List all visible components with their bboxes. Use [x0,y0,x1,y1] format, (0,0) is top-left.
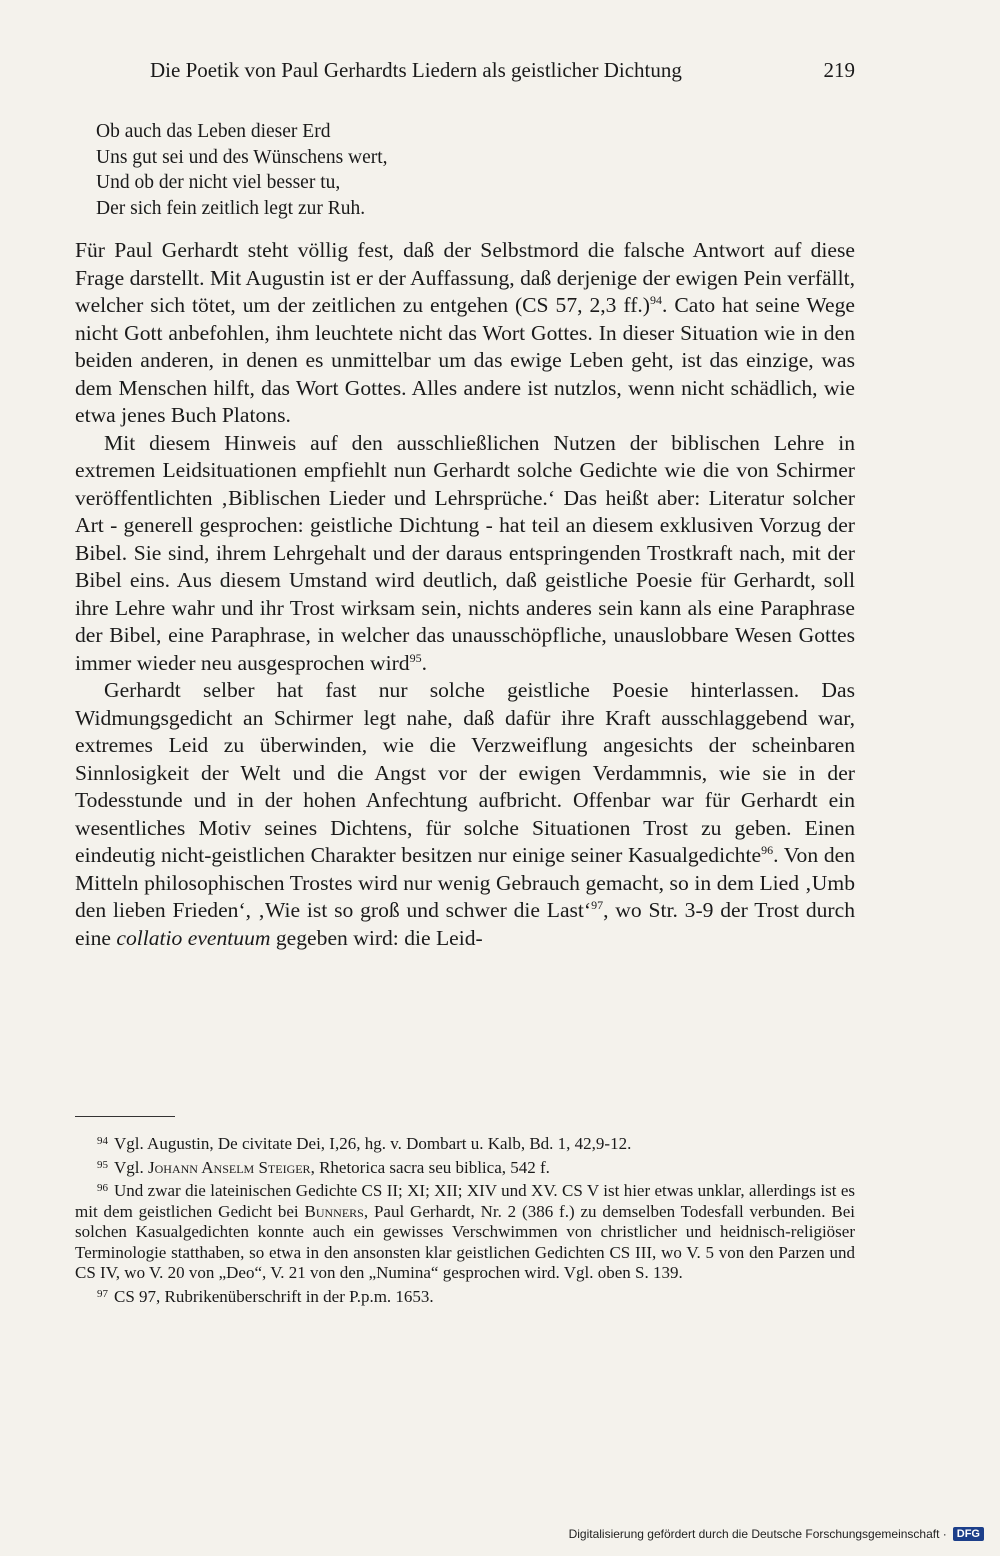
footnote-text: Vgl. [114,1157,148,1177]
paragraph-text: gegeben wird: die Leid- [270,925,483,950]
footnote-ref[interactable]: 96 [761,843,774,857]
paragraph-text: Für Paul Gerhardt steht völlig fest, daß der Selbstmord die falsche Antwort auf diese Frage darstellt. Mit Augustin ist er der Auffassung, daß derjenige der ewigen Pein verfällt, welcher sich tötet, um der zeitlichen zu entgehen (CS 57, 2,3 ff.) [75,238,855,317]
paragraph [75,677,855,952]
footnote-text: , Paul Gerhardt, Nr. 2 (386 f.) zu demselben Todesfall verbunden. Bei solchen Kasualgedichten konnte auch ein gewisses Verschwimmen von christlicher und heidnisch-religiöser Terminologie statthaben, so etwa in den ansonsten klar geistlichen Gedichten CS III, wo V. 5 von den Parzen und CS IV, wo V. 20 von „Deo“, V. 21 von den „Numina“ gesprochen wird. Vgl. oben S. 139. [75,1201,855,1282]
footnote-separator [75,1116,175,1117]
footnote-number: 96 [97,1182,108,1194]
author-name: Johann Anselm Steiger [148,1157,311,1177]
author-name: Bunners [304,1201,364,1221]
footnote-94 [75,1131,855,1155]
verse-line: Der sich fein zeitlich legt zur Ruh. [96,197,366,219]
footnote-95 [75,1155,855,1179]
paragraph-text: , wo Str. 3-9 der Trost durch eine [75,898,855,950]
footnote-text: Und zwar die lateinischen Gedichte CS II; XI; XII; XIV und XV. CS V ist hier etwas unklar, allerdings ist es mit dem geistlichen Gedicht bei [75,1181,855,1221]
footnote-96 [75,1178,855,1284]
italic-term: collatio eventuum [116,925,271,950]
verse-line: Uns gut sei und des Wünschens wert, [96,146,388,168]
footnote-text: Vgl. Augustin, De civitate Dei, I,26, hg. v. Dombart u. Kalb, Bd. 1, 42,9-12. [114,1134,632,1153]
footnote-number: 97 [97,1287,108,1300]
verse-quote [96,119,388,221]
paragraph-text: . Von den Mitteln philosophischen Trostes wird nur wenig Gebrauch gemacht, so in dem Lied ‚Umb den lieben Frieden‘, ‚Wie ist so groß und schwer die Last‘ [75,843,855,922]
footnote-number: 94 [97,1135,108,1147]
verse-line: Ob auch das Leben dieser Erd [96,121,331,142]
footnote-ref[interactable]: 97 [591,898,604,912]
footnote-ref[interactable]: 94 [650,293,662,307]
running-title: Die Poetik von Paul Gerhardts Liedern als geistlicher Dichtung [150,58,682,82]
footnotes [75,1131,855,1307]
body-text [75,237,855,952]
footnote-97 [75,1284,855,1308]
digitization-credit [569,1527,984,1541]
verse-line: Und ob der nicht viel besser tu, [96,172,341,193]
paragraph-text: Gerhardt selber hat fast nur solche geistliche Poesie hinterlassen. Das Widmungsgedicht an Schirmer legt nahe, daß dafür ihre Kraft ausschlaggebend war, extremes Leid zu überwinden, wie die Verzweiflung angesichts der scheinbaren Sinnlosigkeit der Welt und die Angst vor der ewigen Verdammnis, wie sie in der Todesstunde und in der hohen Anfechtung aufbricht. Offenbar war für Gerhardt ein wesentliches Motiv seines Dichtens, für solche Situationen Trost zu geben. Einen eindeutig nicht-geistlichen Charakter besitzen nur einige seiner Kasualgedichte [75,678,855,867]
dfg-logo: DFG [953,1527,984,1541]
footnote-text: CS 97, Rubrikenüberschrift in der P.p.m. 1653. [114,1286,434,1306]
page-number: 219 [823,58,855,82]
footnote-number: 95 [97,1158,108,1171]
paragraph-text: . [421,650,427,675]
paragraph-text: Mit diesem Hinweis auf den ausschließlichen Nutzen der biblischen Lehre in extremen Leidsituationen empfiehlt nun Gerhardt solche Gedichte wie die von Schirmer veröffentlichten ‚Biblischen Lieder und Lehrsprüche.‘ Das heißt aber: Literatur solcher Art - generell gesprochen: geistliche Dichtung - hat teil an diesem exklusiven Vorzug der Bibel. Sie sind, ihrem Lehrgehalt und der daraus entspringenden Trostkraft nach, mit der Bibel eins. Aus diesem Umstand wird deutlich, daß geistliche Poesie für Gerhardt, soll ihre Lehre wahr und ihr Trost wirksam sein, nichts anderes sein kann als eine Paraphrase der Bibel, eine Paraphrase, in welcher das unausschöpfliche, unauslobbare Wesen Gottes immer wieder neu ausgesprochen wird [75,430,855,675]
footnote-text: , Rhetorica sacra seu biblica, 542 f. [310,1157,550,1177]
footnote-ref[interactable]: 95 [409,650,422,665]
paragraph [75,430,855,678]
paragraph-text: . Cato hat seine Wege nicht Gott anbefohlen, ihm leuchtete nicht das Wort Gottes. In dieser Situation wie in den beiden anderen, in denen es unmittelbar um das ewige Leben geht, ist das einzige, was dem Menschen hilft, das Wort Gottes. Alles andere ist nutzlos, wenn nicht schädlich, wie etwa jenes Buch Platons. [75,293,855,427]
paragraph [75,237,855,430]
credit-text: Digitalisierung gefördert durch die Deutsche Forschungsgemeinschaft · [568,1527,947,1541]
